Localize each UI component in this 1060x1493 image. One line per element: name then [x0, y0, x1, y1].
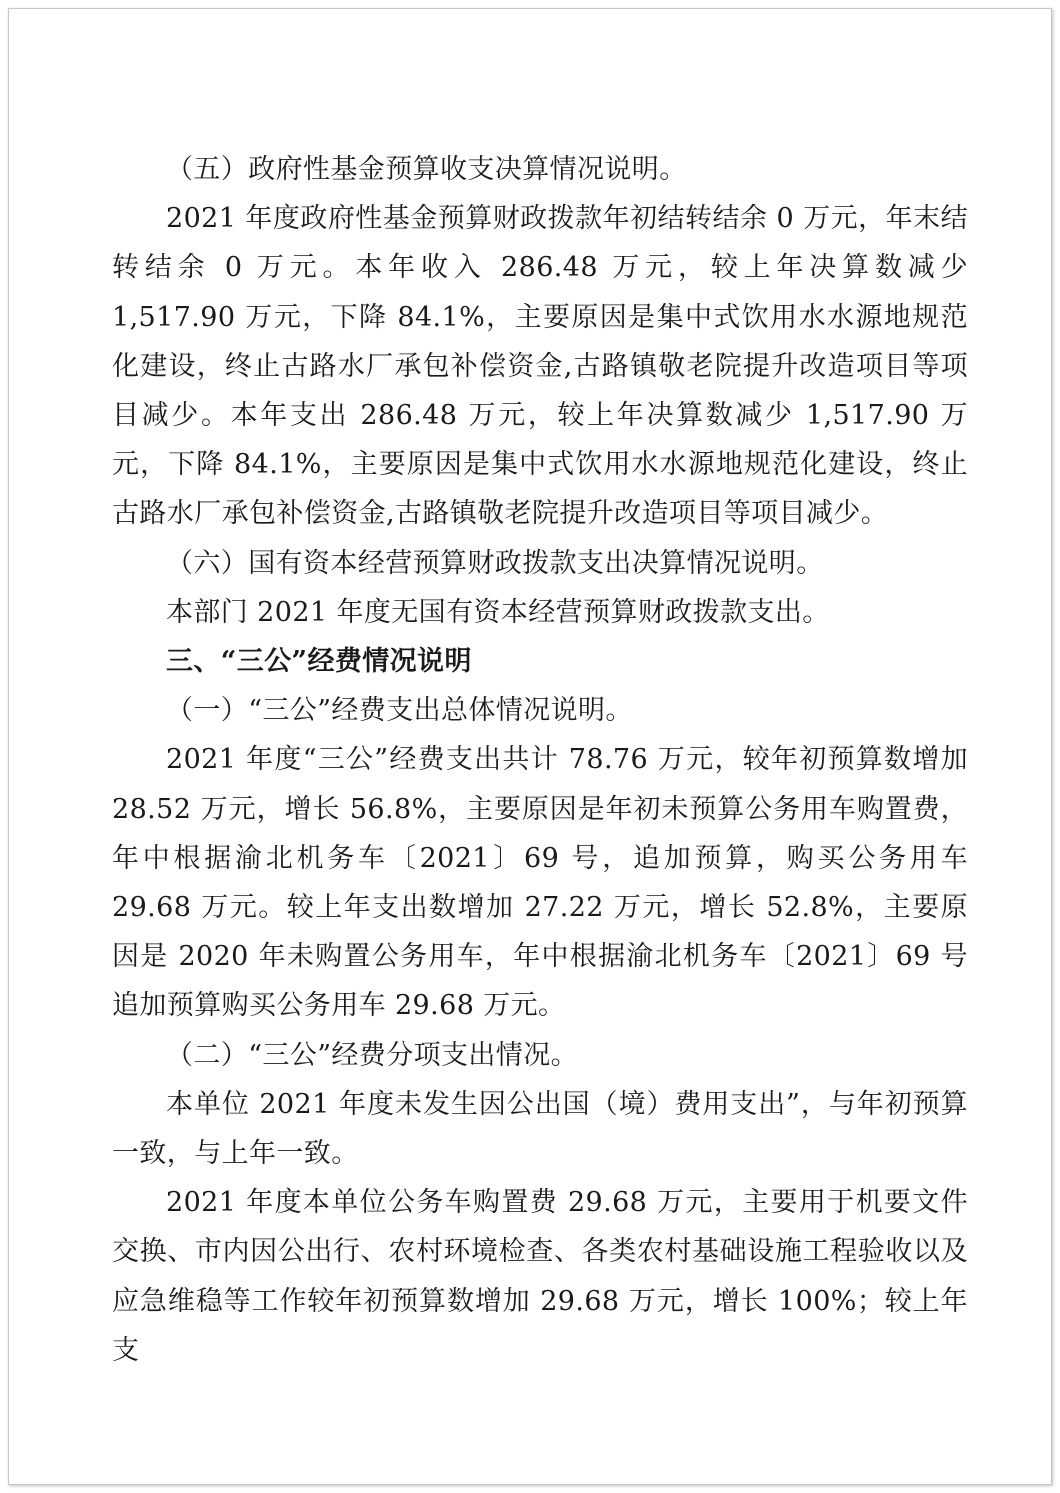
paragraph-three-public-overall: 2021 年度“三公”经费支出共计 78.76 万元，较年初预算数增加 28.52 万元，增长 56.8%，主要原因是年初未预算公务用车购置费，年中根据渝北机务车〔2021〕69 号，追加预算，购买公务用车 29.68 万元。较上年支出数增加 27.22 万元，增长 52.8%，主要原因是 2020 年未购置公务用车，年中根据渝北机务车〔2021〕69 号追加预算购买公务用车 29.68 万元。	[112, 744, 968, 1022]
paragraph-government-fund-details: 2021 年度政府性基金预算财政拨款年初结转结余 0 万元，年末结转结余 0 万元。本年收入 286.48 万元，较上年决算数减少 1,517.90 万元，下降 84.1%，主要原因是集中式饮用水水源地规范化建设，终止古路水厂承包补偿资金,古路镇敬老院提升改造项目等项目减少。本年支出 286.48 万元，较上年决算数减少 1,517.90 万元，下降 84.1%，主要原因是集中式饮用水水源地规范化建设，终止古路水厂承包补偿资金,古路镇敬老院提升改造项目等项目减少。	[112, 203, 968, 530]
subheading-three-public-items: （二）“三公”经费分项支出情况。	[166, 1039, 579, 1071]
document-page	[8, 8, 1052, 1485]
paragraph-overseas-travel: 本单位 2021 年度未发生因公出国（境）费用支出”，与年初预算一致，与上年一致。	[112, 1088, 968, 1170]
document-body	[112, 145, 968, 1375]
paragraph-vehicle-purchase: 2021 年度本单位公务车购置费 29.68 万元，主要用于机要文件交换、市内因公出行、农村环境检查、各类农村基础设施工程验收以及应急维稳等工作较年初预算数增加 29.68 万元，增长 100%；较上年支	[112, 1187, 968, 1366]
paragraph-state-capital-details: 本部门 2021 年度无国有资本经营预算财政拨款支出。	[166, 596, 830, 628]
subheading-state-capital: （六）国有资本经营预算财政拨款支出决算情况说明。	[166, 547, 824, 579]
subheading-three-public-overall: （一）“三公”经费支出总体情况说明。	[166, 695, 633, 727]
subheading-government-fund: （五）政府性基金预算收支决算情况说明。	[166, 154, 687, 185]
section-heading-three-public: 三、“三公”经费情况说明	[166, 646, 472, 678]
